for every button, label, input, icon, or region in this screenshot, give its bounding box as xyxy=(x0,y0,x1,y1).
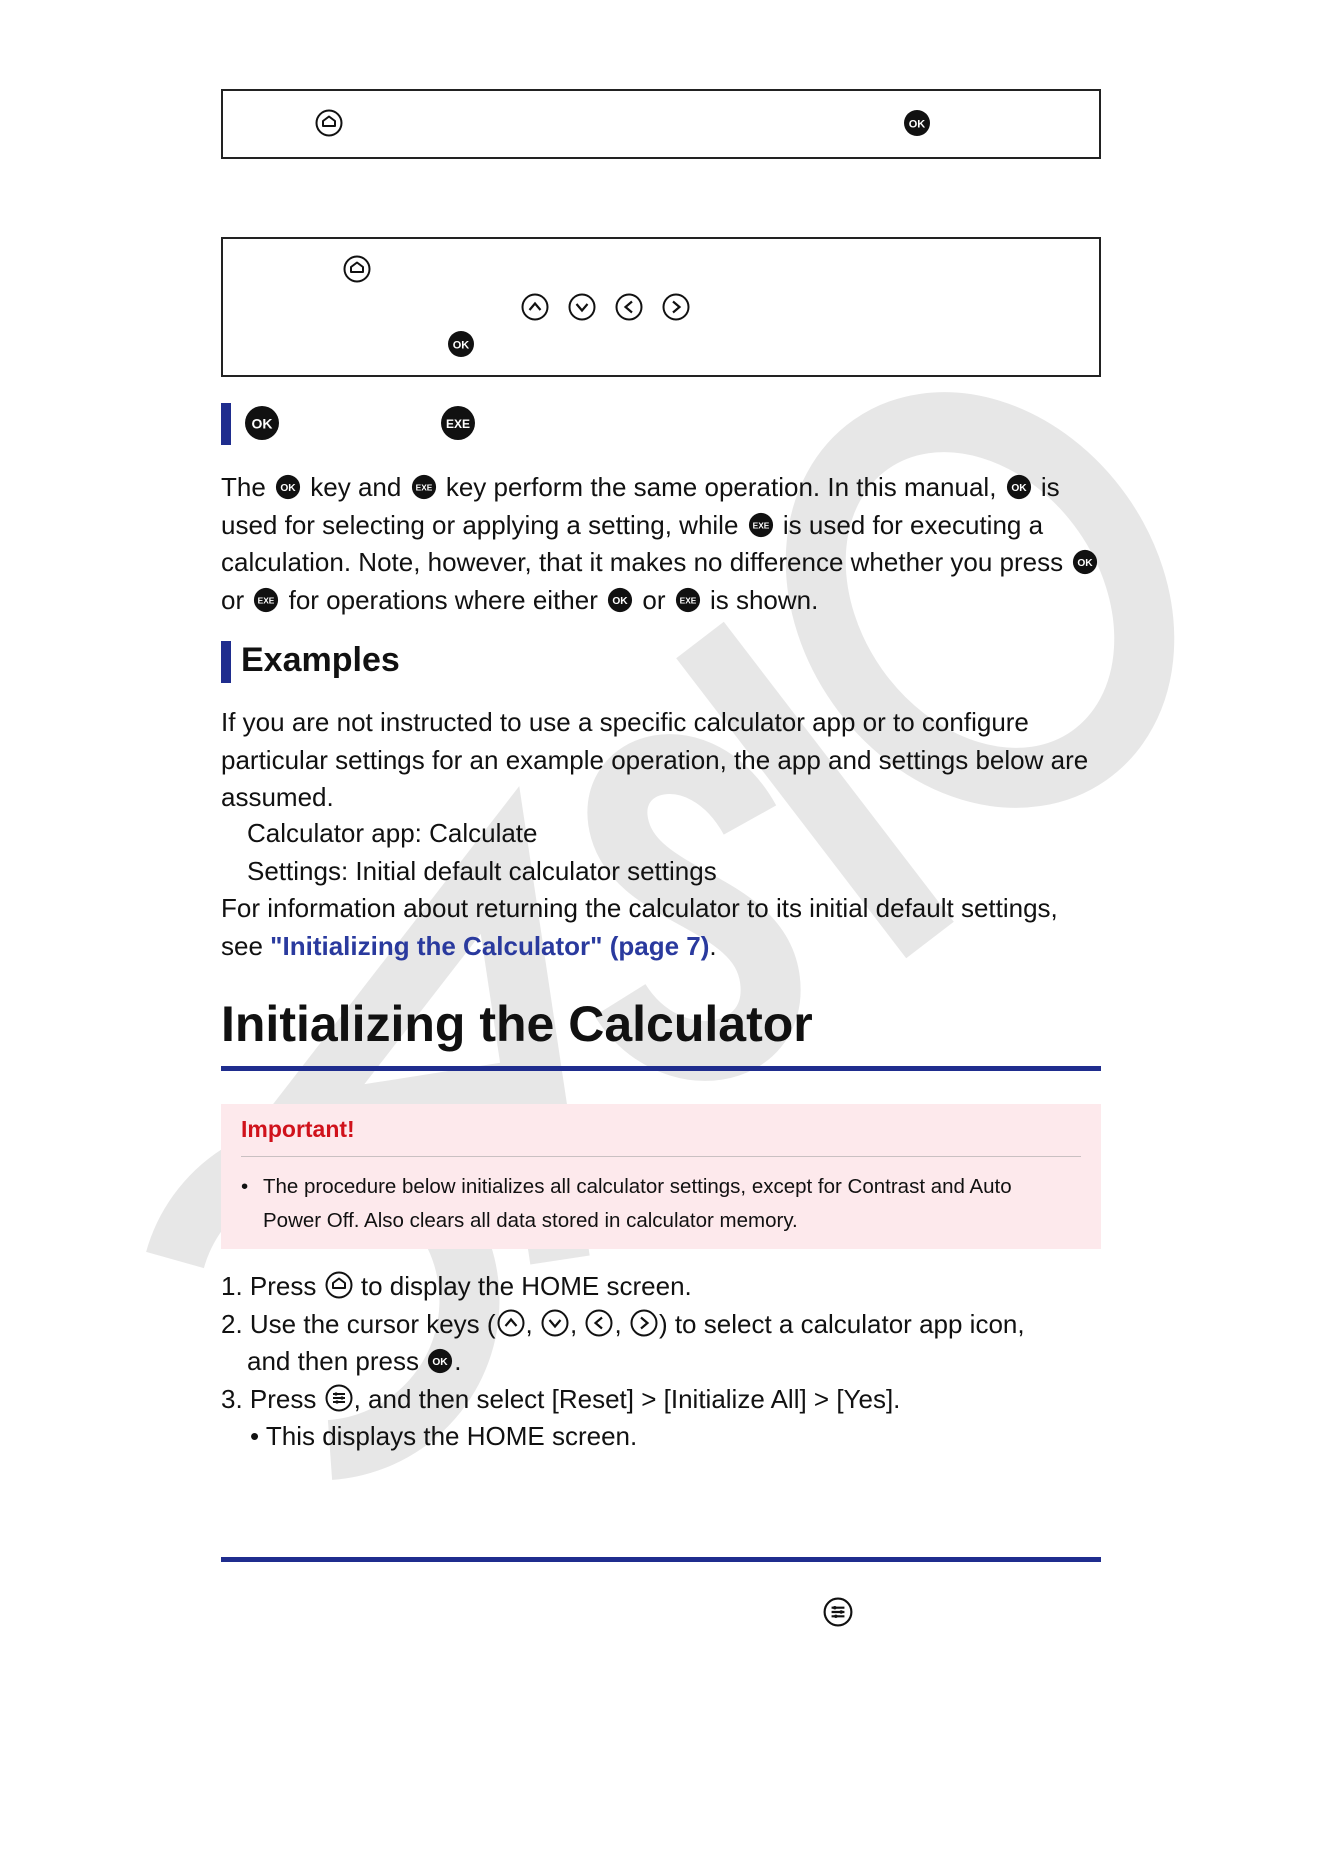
svg-text:OK: OK xyxy=(452,339,470,352)
step-1: 1. Press to display the HOME screen. xyxy=(221,1271,692,1301)
footer-rule xyxy=(221,1557,1101,1562)
exe-key-icon xyxy=(253,587,279,613)
important-text: • The procedure below initializes all calculator settings, except for Contrast and Auto Power Off. Also clears all data stored in calculator memory. xyxy=(241,1170,1071,1237)
right-key-icon xyxy=(630,1309,658,1337)
important-bullet: • xyxy=(241,1175,249,1198)
svg-text:OK: OK xyxy=(251,415,273,432)
heading-rule xyxy=(221,1066,1101,1071)
step-3: 3. Press , and then select [Reset] > [Initialize All] > [Yes]. xyxy=(221,1384,901,1414)
svg-text:OK: OK xyxy=(1077,558,1093,570)
svg-text:OK: OK xyxy=(612,595,628,607)
step-3-note: • This displays the HOME screen. xyxy=(250,1421,638,1451)
svg-text:EXE: EXE xyxy=(445,417,471,431)
menu-key-icon xyxy=(325,1384,353,1412)
important-title: Important! xyxy=(241,1116,355,1142)
important-divider xyxy=(241,1156,1081,1157)
examples-outro: For information about returning the calculator to its initial default settings, see "Initializing the Calculator" (page 7). xyxy=(221,893,1058,961)
ok-key-icon xyxy=(275,474,301,500)
svg-text:OK: OK xyxy=(280,483,296,495)
right-key-icon xyxy=(662,293,690,321)
important-box xyxy=(221,1104,1101,1249)
exe-key-large-icon xyxy=(440,405,476,441)
examples-heading: Examples xyxy=(241,641,400,679)
examples-item-app: Calculator app: Calculate xyxy=(247,818,538,848)
svg-text:EXE: EXE xyxy=(258,595,275,606)
menu-key-icon xyxy=(823,1597,853,1627)
svg-text:EXE: EXE xyxy=(415,482,432,493)
exe-key-icon xyxy=(411,474,437,500)
exe-key-icon xyxy=(675,587,701,613)
examples-intro: If you are not instructed to use a specific calculator app or to configure particular settings for an example operation, the app and settings below are assumed. xyxy=(221,707,1089,812)
note-box-top xyxy=(221,89,1101,159)
svg-text:OK: OK xyxy=(908,118,926,131)
svg-text:OK: OK xyxy=(432,1357,448,1369)
home-key-icon xyxy=(343,255,371,283)
note-box-cursor xyxy=(221,237,1101,377)
step-2-continued: and then press OK . xyxy=(247,1346,462,1376)
svg-text:EXE: EXE xyxy=(752,520,770,531)
step-2: 2. Use the cursor keys ( , , , ) to select a calculator app icon, xyxy=(221,1309,1025,1339)
initializing-link[interactable]: "Initializing the Calculator" (page 7) xyxy=(270,930,710,961)
left-key-icon xyxy=(585,1309,613,1337)
subheading-bar xyxy=(221,403,231,445)
exe-key-icon xyxy=(748,512,774,538)
ok-key-icon xyxy=(427,1348,453,1374)
ok-exe-paragraph: The OK key and EXE key perform the same operation. In this manual, OK is used for selecting or applying a setting, while EXE is used for executing a calculation. Note, however, that it makes no difference whether you press OK or EXE for operations where either OK or EXE is shown. xyxy=(221,469,1101,619)
ok-key-icon xyxy=(1006,474,1032,500)
ok-key-large-icon xyxy=(244,405,280,441)
examples-heading-bar xyxy=(221,641,231,683)
up-key-icon xyxy=(497,1309,525,1337)
home-key-icon xyxy=(325,1271,353,1299)
svg-text:OK: OK xyxy=(1011,483,1027,495)
down-key-icon xyxy=(541,1309,569,1337)
left-key-icon xyxy=(615,293,643,321)
ok-key-icon xyxy=(447,330,475,358)
ok-key-icon xyxy=(903,109,931,137)
up-key-icon xyxy=(521,293,549,321)
home-key-icon xyxy=(315,109,343,137)
down-key-icon xyxy=(568,293,596,321)
ok-key-icon xyxy=(607,587,633,613)
svg-text:EXE: EXE xyxy=(679,595,697,606)
initializing-heading: Initializing the Calculator xyxy=(221,996,813,1052)
ok-key-icon xyxy=(1072,549,1098,575)
examples-item-settings: Settings: Initial default calculator settings xyxy=(247,856,717,886)
